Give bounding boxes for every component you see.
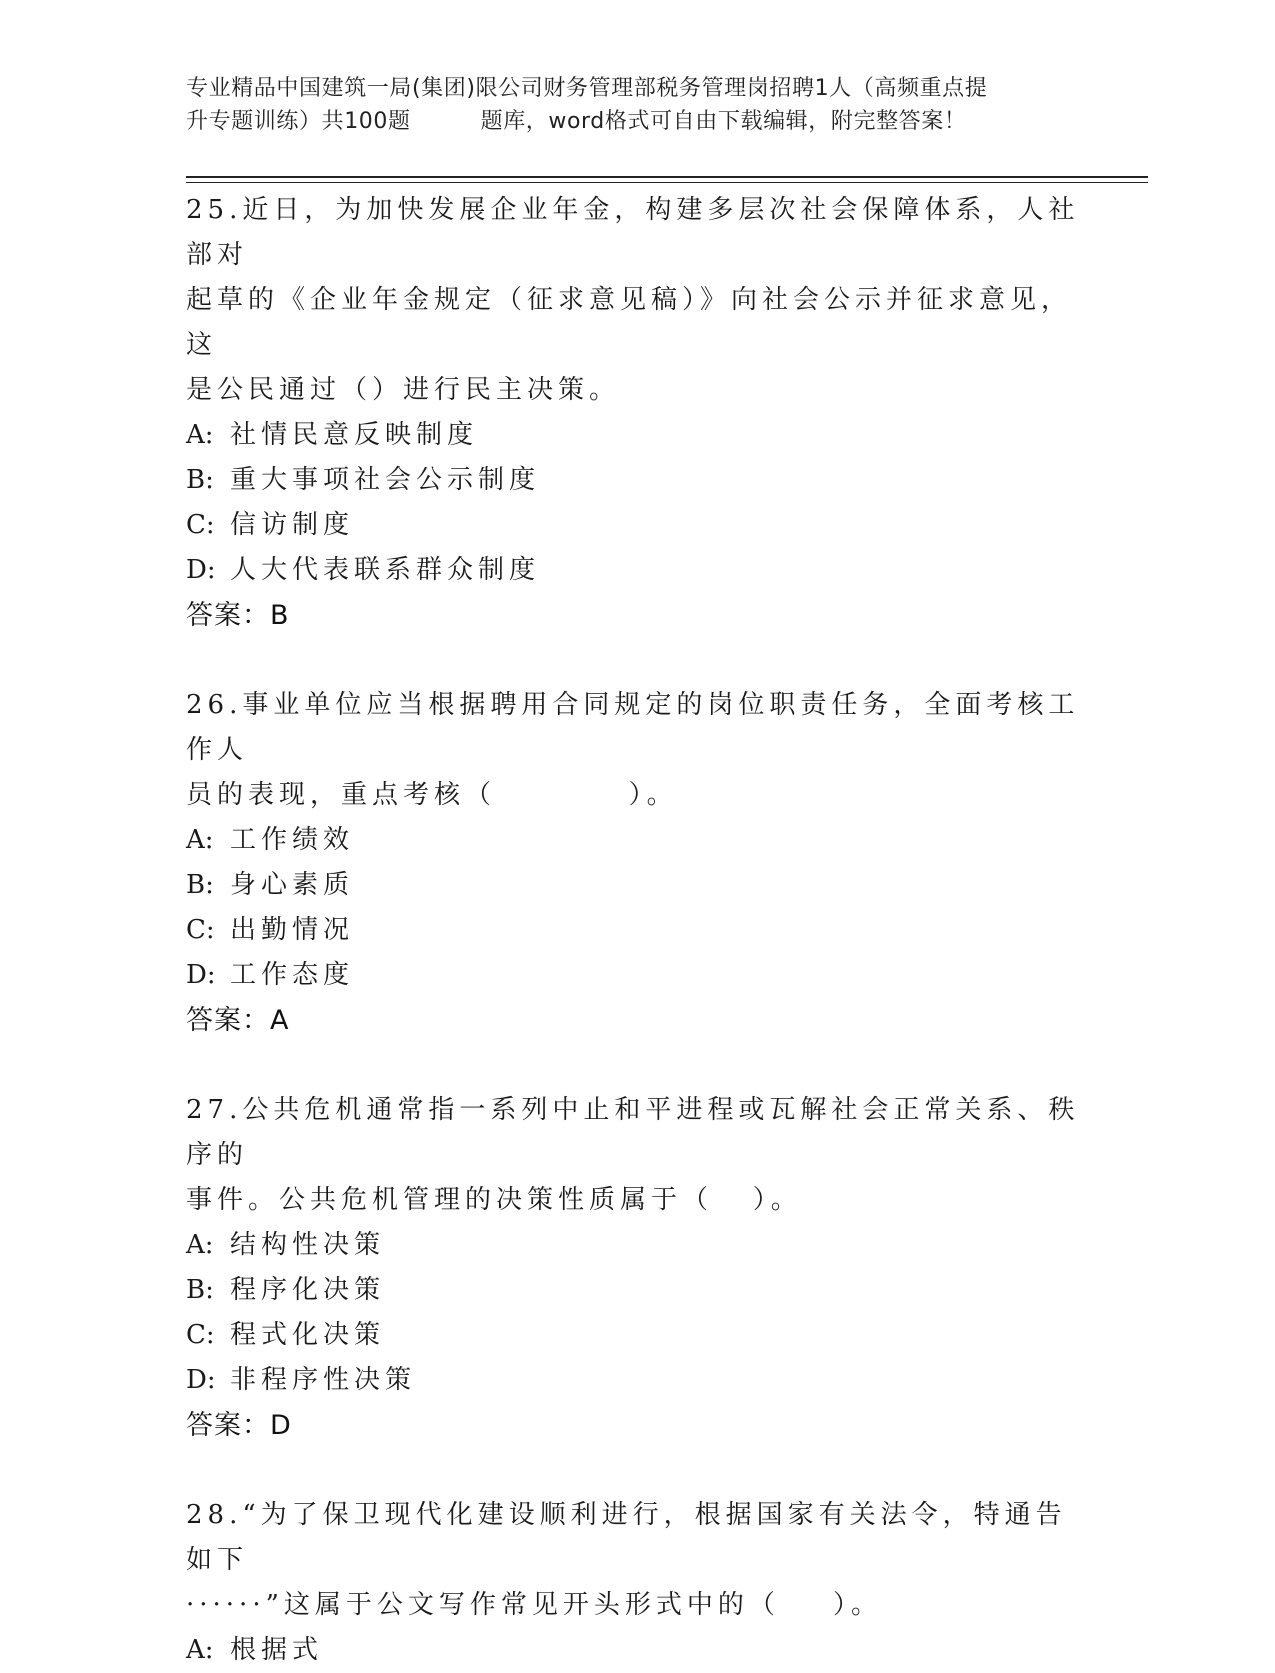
option-label: C: [186, 1320, 215, 1350]
option-a [186, 1223, 1086, 1268]
question-text-line: 员的表现，重点考核（ ）。 [186, 780, 678, 810]
option-c [186, 908, 1086, 953]
answer: 答案：A [186, 1005, 290, 1036]
header-line-1: 专业精品中国建筑一局(集团)限公司财务管理部税务管理岗招聘1人（高频重点提 [186, 76, 988, 101]
option-a [186, 1628, 1086, 1673]
option-text: 工作态度 [230, 960, 355, 990]
header-rule-thin [186, 182, 1148, 183]
option-text: 重大事项社会公示制度 [230, 465, 541, 495]
option-text: 程序化决策 [230, 1275, 386, 1305]
option-b [186, 458, 1086, 503]
option-label: A: [186, 420, 214, 450]
question-text-line: 起草的《企业年金规定（征求意见稿）》向社会公示并征求意见，这 [186, 285, 1073, 360]
header-rule-thick [186, 176, 1148, 178]
option-d [186, 953, 1086, 998]
option-label: B: [186, 465, 214, 495]
question-25 [186, 188, 1086, 638]
question-28 [186, 1493, 1086, 1673]
option-text: 出勤情况 [230, 915, 355, 945]
question-26 [186, 683, 1086, 1043]
option-text: 社情民意反映制度 [230, 420, 479, 450]
question-text-line: 27.公共危机通常指一系列中止和平进程或瓦解社会正常关系、秩序的 [186, 1095, 1080, 1170]
option-text: 非程序性决策 [230, 1365, 417, 1395]
header-line-2 [186, 105, 1106, 138]
option-label: C: [186, 510, 215, 540]
option-c [186, 503, 1086, 548]
option-label: A: [186, 825, 214, 855]
option-label: B: [186, 1275, 214, 1305]
option-label: A: [186, 1230, 214, 1260]
option-label: D: [186, 1365, 216, 1395]
option-b [186, 1268, 1086, 1313]
option-text: 工作绩效 [230, 825, 355, 855]
option-text: 信访制度 [230, 510, 355, 540]
option-d [186, 1358, 1086, 1403]
option-label: D: [186, 555, 216, 585]
option-label: A: [186, 1635, 214, 1665]
header-line-2-right: 题库，word格式可自由下载编辑，附完整答案！ [480, 109, 967, 134]
answer: 答案：D [186, 1410, 292, 1441]
option-a [186, 413, 1086, 458]
question-text-line: 28.“为了保卫现代化建设顺利进行，根据国家有关法令，特通告如下 [186, 1500, 1067, 1575]
option-text: 结构性决策 [230, 1230, 386, 1260]
option-label: D: [186, 960, 216, 990]
document-header [186, 72, 1106, 138]
answer: 答案：B [186, 600, 290, 631]
option-text: 人大代表联系群众制度 [230, 555, 541, 585]
option-c [186, 1313, 1086, 1358]
option-d [186, 548, 1086, 593]
option-text: 程式化决策 [230, 1320, 386, 1350]
question-list [186, 188, 1086, 1673]
header-line-2-left: 升专题训练）共100题 [186, 109, 411, 134]
question-27 [186, 1088, 1086, 1448]
option-a [186, 818, 1086, 863]
option-label: B: [186, 870, 214, 900]
question-text-line: 事件。公共危机管理的决策性质属于（ ）。 [186, 1185, 802, 1215]
question-text-line: 26.事业单位应当根据聘用合同规定的岗位职责任务，全面考核工作人 [186, 690, 1080, 765]
question-text-line: ······”这属于公文写作常见开头形式中的（ ）。 [186, 1590, 882, 1620]
option-b [186, 863, 1086, 908]
question-text-line: 25.近日，为加快发展企业年金，构建多层次社会保障体系，人社部对 [186, 195, 1080, 270]
option-text: 根据式 [230, 1635, 324, 1665]
question-text-line: 是公民通过（）进行民主决策。 [186, 375, 621, 405]
option-label: C: [186, 915, 215, 945]
option-text: 身心素质 [230, 870, 355, 900]
